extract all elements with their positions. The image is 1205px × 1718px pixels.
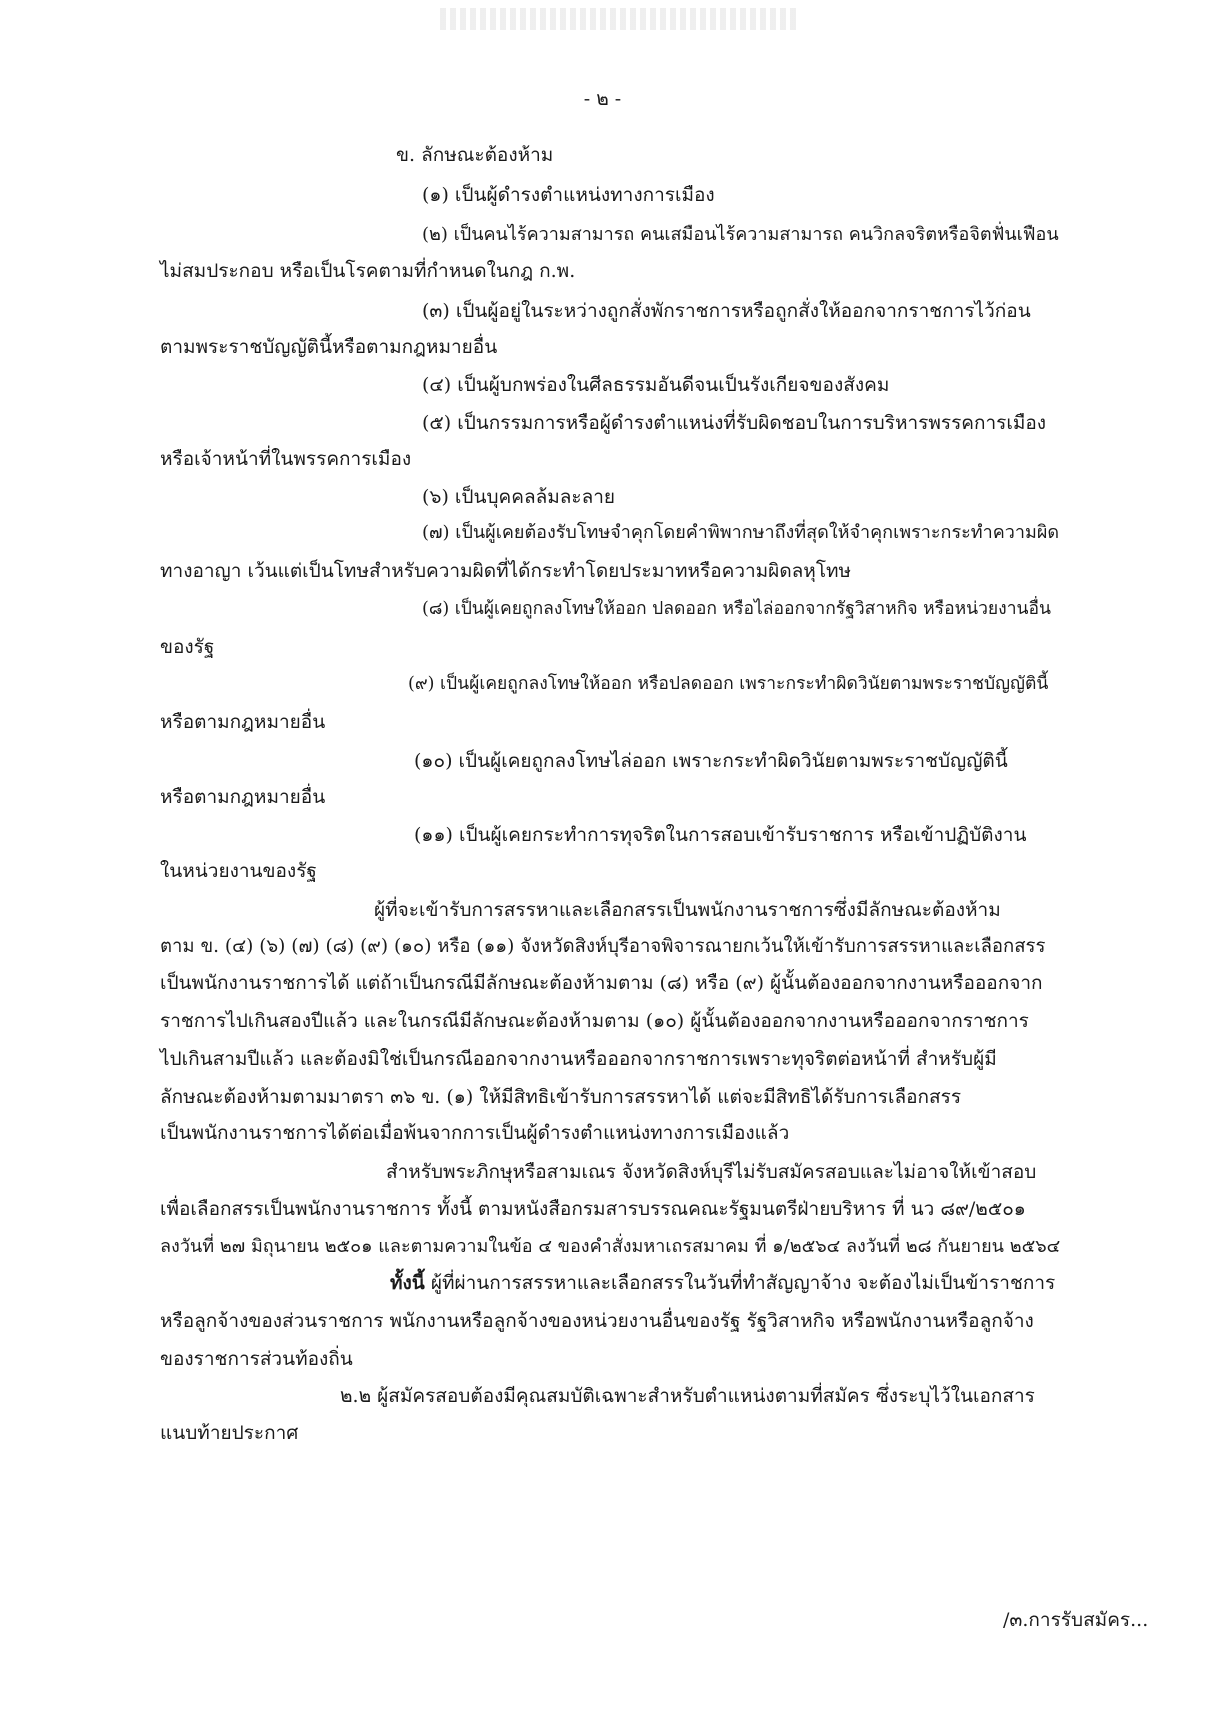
list-item-7: (๗) เป็นผู้เคยต้องรับโทษจำคุกโดยคำพิพากษาถึงที่สุดให้จำคุกเพราะกระทำความผิด	[422, 522, 1060, 543]
note-paragraph-line: หรือลูกจ้างของส่วนราชการ พนักงานหรือลูกจ้างของหน่วยงานอื่นของรัฐ รัฐวิสาหกิจ หรือพนักงานหรือลูกจ้าง	[160, 1310, 1034, 1332]
list-item-3: (๓) เป็นผู้อยู่ในระหว่างถูกสั่งพักราชการหรือถูกสั่งให้ออกจากราชการไว้ก่อน	[422, 300, 1031, 322]
list-item-11-cont: ในหน่วยงานของรัฐ	[160, 860, 317, 882]
list-item-2-cont: ไม่สมประกอบ หรือเป็นโรคตามที่กำหนดในกฎ ก.พ.	[160, 260, 576, 282]
qualification-paragraph-line: ๒.๒ ผู้สมัครสอบต้องมีคุณสมบัติเฉพาะสำหรับตำแหน่งตามที่สมัคร ซึ่งระบุไว้ในเอกสาร	[340, 1385, 1035, 1407]
list-item-11: (๑๑) เป็นผู้เคยกระทำการทุจริตในการสอบเข้ารับราชการ หรือเข้าปฏิบัติงาน	[414, 824, 1027, 846]
exception-paragraph-line: ไปเกินสามปีแล้ว และต้องมิใช่เป็นกรณีออกจากงานหรือออกจากราชการเพราะทุจริตต่อหน้าที่ สำหรับผู้มี	[160, 1048, 997, 1070]
continuation-footer: /๓.การรับสมัคร...	[1003, 1609, 1149, 1631]
list-item-8-cont: ของรัฐ	[160, 636, 215, 658]
list-item-5-cont: หรือเจ้าหน้าที่ในพรรคการเมือง	[160, 448, 412, 470]
note-lead: ทั้งนี้	[390, 1272, 425, 1294]
faint-letterhead-mark	[440, 8, 800, 30]
exception-paragraph-line: ตาม ข. (๔) (๖) (๗) (๘) (๙) (๑๐) หรือ (๑๑) จังหวัดสิงห์บุรีอาจพิจารณายกเว้นให้เข้ารับการสรรหาและเลือกสรร	[160, 936, 1046, 957]
exception-paragraph-line: ผู้ที่จะเข้ารับการสรรหาและเลือกสรรเป็นพนักงานราชการซึ่งมีลักษณะต้องห้าม	[374, 899, 1001, 921]
list-item-9-cont: หรือตามกฎหมายอื่น	[160, 711, 326, 733]
page-number: - ๒ -	[583, 88, 622, 110]
list-item-2: (๒) เป็นคนไร้ความสามารถ คนเสมือนไร้ความสามารถ คนวิกลจริตหรือจิตฟั่นเฟือน	[422, 224, 1059, 245]
exception-paragraph-line: เป็นพนักงานราชการได้ต่อเมื่อพ้นจากการเป็นผู้ดำรงตำแหน่งทางการเมืองแล้ว	[160, 1122, 790, 1144]
list-item-6: (๖) เป็นบุคคลล้มละลาย	[422, 486, 616, 508]
list-item-1: (๑) เป็นผู้ดำรงตำแหน่งทางการเมือง	[422, 184, 715, 206]
list-item-3-cont: ตามพระราชบัญญัตินี้หรือตามกฎหมายอื่น	[160, 336, 498, 358]
section-heading: ข. ลักษณะต้องห้าม	[396, 144, 554, 166]
exception-paragraph-line: ลักษณะต้องห้ามตามมาตรา ๓๖ ข. (๑) ให้มีสิทธิเข้ารับการสรรหาได้ แต่จะมีสิทธิได้รับการเลือกสรร	[160, 1086, 962, 1108]
list-item-9: (๙) เป็นผู้เคยถูกลงโทษให้ออก หรือปลดออก เพราะกระทำผิดวินัยตามพระราชบัญญัตินี้	[408, 674, 1049, 694]
monk-paragraph-line: สำหรับพระภิกษุหรือสามเณร จังหวัดสิงห์บุรีไม่รับสมัครสอบและไม่อาจให้เข้าสอบ	[386, 1161, 1037, 1183]
list-item-10-cont: หรือตามกฎหมายอื่น	[160, 786, 326, 808]
note-paragraph-line	[390, 1274, 1055, 1293]
list-item-10: (๑๐) เป็นผู้เคยถูกลงโทษไล่ออก เพราะกระทำผิดวินัยตามพระราชบัญญัตินี้	[414, 750, 1008, 772]
list-item-8: (๘) เป็นผู้เคยถูกลงโทษให้ออก ปลดออก หรือไล่ออกจากรัฐวิสาหกิจ หรือหน่วยงานอื่น	[422, 599, 1051, 619]
note-line1-rest: ผู้ที่ผ่านการสรรหาและเลือกสรรในวันที่ทำสัญญาจ้าง จะต้องไม่เป็นข้าราชการ	[424, 1272, 1056, 1294]
exception-paragraph-line: เป็นพนักงานราชการได้ แต่ถ้าเป็นกรณีมีลักษณะต้องห้ามตาม (๘) หรือ (๙) ผู้นั้นต้องออกจากงานหรือออกจาก	[160, 972, 1043, 994]
monk-paragraph-line: ลงวันที่ ๒๗ มิถุนายน ๒๕๐๑ และตามความในข้อ ๔ ของคำสั่งมหาเถรสมาคม ที่ ๑/๒๕๖๔ ลงวันที่ ๒๘ กันยายน ๒๕๖๔	[160, 1236, 1061, 1257]
list-item-5: (๕) เป็นกรรมการหรือผู้ดำรงตำแหน่งที่รับผิดชอบในการบริหารพรรคการเมือง	[422, 412, 1047, 434]
list-item-4: (๔) เป็นผู้บกพร่องในศีลธรรมอันดีจนเป็นรังเกียจของสังคม	[422, 374, 890, 396]
list-item-7-cont: ทางอาญา เว้นแต่เป็นโทษสำหรับความผิดที่ได้กระทำโดยประมาทหรือความผิดลหุโทษ	[160, 560, 852, 582]
note-paragraph-line: ของราชการส่วนท้องถิ่น	[160, 1348, 353, 1370]
qualification-paragraph-line: แนบท้ายประกาศ	[160, 1422, 299, 1444]
exception-paragraph-line: ราชการไปเกินสองปีแล้ว และในกรณีมีลักษณะต้องห้ามตาม (๑๐) ผู้นั้นต้องออกจากงานหรือออกจากราชการ	[160, 1010, 1029, 1032]
monk-paragraph-line: เพื่อเลือกสรรเป็นพนักงานราชการ ทั้งนี้ ตามหนังสือกรมสารบรรณคณะรัฐมนตรีฝ่ายบริหาร ที่ นว ๘๙/๒๕๐๑	[160, 1198, 1026, 1220]
